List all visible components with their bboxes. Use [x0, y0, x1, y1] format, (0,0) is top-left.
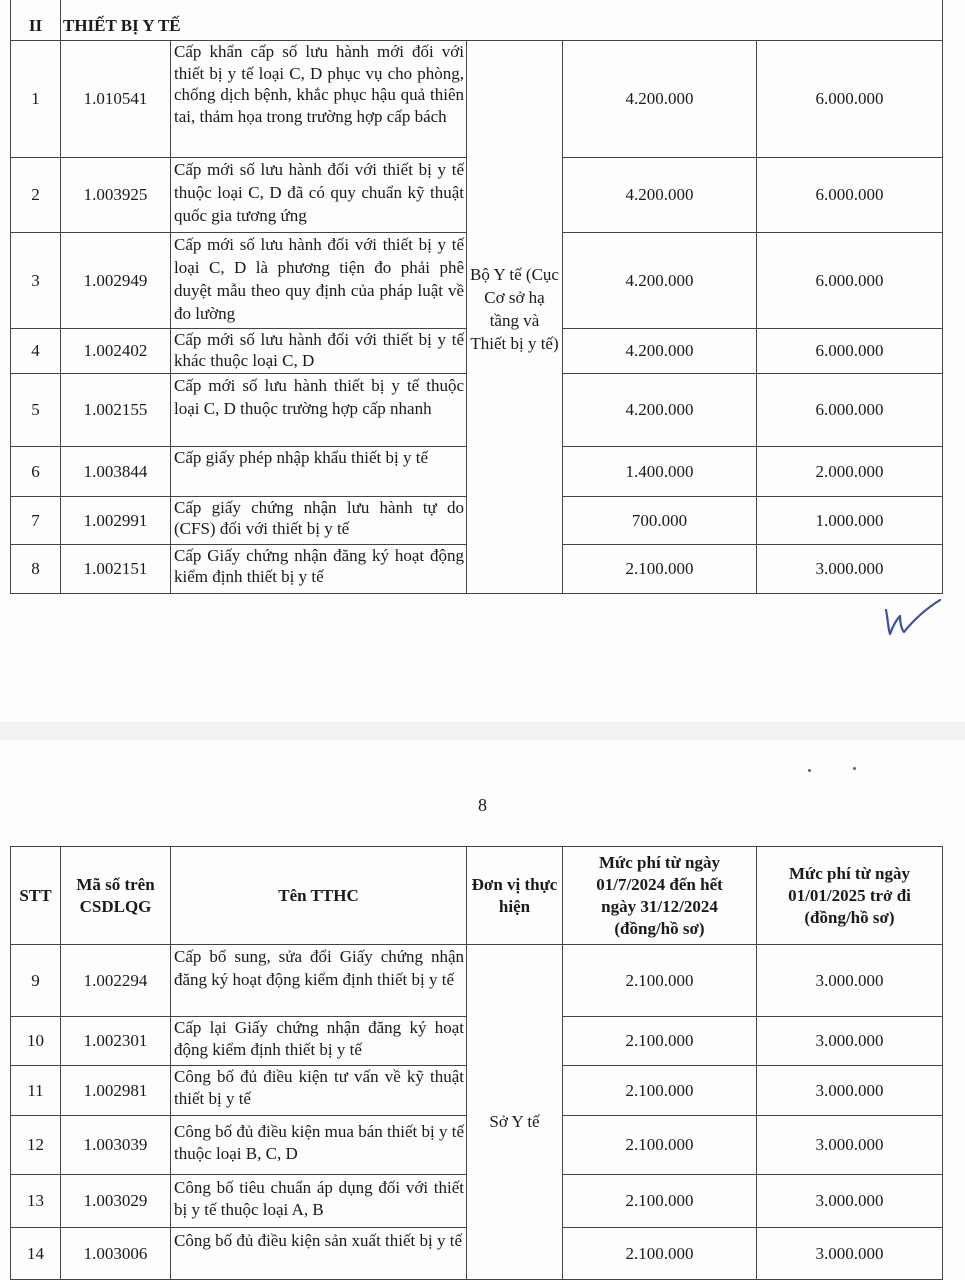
fee-table-part-2	[10, 846, 943, 1280]
row-code: 1.002155	[61, 374, 171, 447]
page-number: 8	[478, 795, 487, 815]
row-name: Công bố đủ điều kiện tư vấn về kỹ thuật thiết bị y tế	[171, 1066, 467, 1116]
speck-mark	[853, 767, 856, 770]
row-stt: 11	[11, 1066, 61, 1116]
group-unit-cell	[467, 41, 563, 594]
row-fee-2025: 3.000.000	[757, 1066, 943, 1116]
row-name: Cấp khẩn cấp số lưu hành mới đối với thiết bị y tế loại C, D phục vụ cho phòng, chống dịch bệnh, khắc phục hậu quả thiên tai, thảm họa trong trường hợp cấp bách	[171, 41, 467, 158]
row-fee-2025: 3.000.000	[757, 1116, 943, 1175]
row-fee-2025: 6.000.000	[757, 41, 943, 158]
row-code: 1.010541	[61, 41, 171, 158]
row-fee-2024: 2.100.000	[563, 945, 757, 1017]
row-code: 1.003029	[61, 1175, 171, 1228]
row-fee-2024: 1.400.000	[563, 447, 757, 497]
row-code: 1.002294	[61, 945, 171, 1017]
row-stt: 2	[11, 158, 61, 233]
row-fee-2024: 4.200.000	[563, 158, 757, 233]
row-code: 1.003844	[61, 447, 171, 497]
initial-signature-icon	[880, 596, 944, 640]
row-stt: 14	[11, 1228, 61, 1280]
row-fee-2024: 4.200.000	[563, 329, 757, 374]
section-title: THIẾT BỊ Y TẾ	[61, 0, 943, 41]
row-name: Cấp mới số lưu hành đối với thiết bị y tế thuộc loại C, D đã có quy chuẩn kỹ thuật quốc gia tương ứng	[171, 158, 467, 233]
row-code: 1.002402	[61, 329, 171, 374]
row-name: Cấp giấy phép nhập khẩu thiết bị y tế	[171, 447, 467, 497]
row-name: Cấp mới số lưu hành đối với thiết bị y tế khác thuộc loại C, D	[171, 329, 467, 374]
header-name: Tên TTHC	[171, 847, 467, 945]
row-stt: 7	[11, 497, 61, 545]
document-page-2	[0, 740, 965, 1280]
row-name: Công bố đủ điều kiện sản xuất thiết bị y tế	[171, 1228, 467, 1280]
row-fee-2024: 2.100.000	[563, 1017, 757, 1066]
section-row	[11, 0, 943, 41]
row-name: Công bố tiêu chuẩn áp dụng đối với thiết bị y tế thuộc loại A, B	[171, 1175, 467, 1228]
row-fee-2025: 6.000.000	[757, 374, 943, 447]
row-stt: 5	[11, 374, 61, 447]
row-stt: 13	[11, 1175, 61, 1228]
row-stt: 3	[11, 233, 61, 329]
group-unit: Sở Y tế	[489, 1112, 540, 1131]
row-stt: 9	[11, 945, 61, 1017]
row-fee-2024: 2.100.000	[563, 545, 757, 594]
row-code: 1.002151	[61, 545, 171, 594]
speck-mark	[808, 769, 811, 772]
row-stt: 8	[11, 545, 61, 594]
row-stt: 10	[11, 1017, 61, 1066]
row-fee-2025: 1.000.000	[757, 497, 943, 545]
row-code: 1.003006	[61, 1228, 171, 1280]
row-fee-2025: 3.000.000	[757, 1228, 943, 1280]
row-code: 1.002981	[61, 1066, 171, 1116]
row-fee-2025: 3.000.000	[757, 1175, 943, 1228]
row-stt: 12	[11, 1116, 61, 1175]
group-unit-cell	[467, 945, 563, 1280]
row-code: 1.002949	[61, 233, 171, 329]
header-unit: Đơn vị thực hiện	[467, 847, 563, 945]
table-row	[11, 945, 943, 1017]
row-fee-2024: 2.100.000	[563, 1228, 757, 1280]
row-code: 1.002991	[61, 497, 171, 545]
row-code: 1.002301	[61, 1017, 171, 1066]
row-fee-2025: 3.000.000	[757, 945, 943, 1017]
header-fee-2025: Mức phí từ ngày 01/01/2025 trở đi (đồng/hồ sơ)	[757, 847, 943, 945]
row-fee-2024: 4.200.000	[563, 374, 757, 447]
header-stt: STT	[11, 847, 61, 945]
row-stt: 1	[11, 41, 61, 158]
row-name: Công bố đủ điều kiện mua bán thiết bị y tế thuộc loại B, C, D	[171, 1116, 467, 1175]
row-fee-2024: 4.200.000	[563, 233, 757, 329]
row-stt: 6	[11, 447, 61, 497]
group-unit: Bộ Y tế (Cục Cơ sở hạ tầng và Thiết bị y tế)	[470, 265, 559, 353]
row-fee-2024: 4.200.000	[563, 41, 757, 158]
row-fee-2024: 2.100.000	[563, 1066, 757, 1116]
table-row	[11, 41, 943, 158]
row-name: Cấp mới số lưu hành đối với thiết bị y tế loại C, D là phương tiện đo phải phê duyệt mẫu theo quy định của pháp luật về đo lường	[171, 233, 467, 329]
row-code: 1.003039	[61, 1116, 171, 1175]
section-roman: II	[11, 0, 61, 41]
row-stt: 4	[11, 329, 61, 374]
row-name: Cấp giấy chứng nhận lưu hành tự do (CFS) đối với thiết bị y tế	[171, 497, 467, 545]
row-fee-2025: 6.000.000	[757, 329, 943, 374]
row-code: 1.003925	[61, 158, 171, 233]
row-name: Cấp bổ sung, sửa đổi Giấy chứng nhận đăng ký hoạt động kiểm định thiết bị y tế	[171, 945, 467, 1017]
row-fee-2025: 6.000.000	[757, 233, 943, 329]
row-fee-2024: 700.000	[563, 497, 757, 545]
row-fee-2025: 6.000.000	[757, 158, 943, 233]
row-fee-2025: 3.000.000	[757, 545, 943, 594]
header-fee-2024: Mức phí từ ngày 01/7/2024 đến hết ngày 31/12/2024 (đồng/hồ sơ)	[563, 847, 757, 945]
row-fee-2024: 2.100.000	[563, 1175, 757, 1228]
table-header-row	[11, 847, 943, 945]
row-fee-2025: 3.000.000	[757, 1017, 943, 1066]
header-code: Mã số trên CSDLQG	[61, 847, 171, 945]
row-name: Cấp mới số lưu hành thiết bị y tế thuộc loại C, D thuộc trường hợp cấp nhanh	[171, 374, 467, 447]
row-name: Cấp Giấy chứng nhận đăng ký hoạt động kiểm định thiết bị y tế	[171, 545, 467, 594]
fee-table-part-1	[10, 0, 943, 594]
row-name: Cấp lại Giấy chứng nhận đăng ký hoạt động kiểm định thiết bị y tế	[171, 1017, 467, 1066]
row-fee-2024: 2.100.000	[563, 1116, 757, 1175]
row-fee-2025: 2.000.000	[757, 447, 943, 497]
